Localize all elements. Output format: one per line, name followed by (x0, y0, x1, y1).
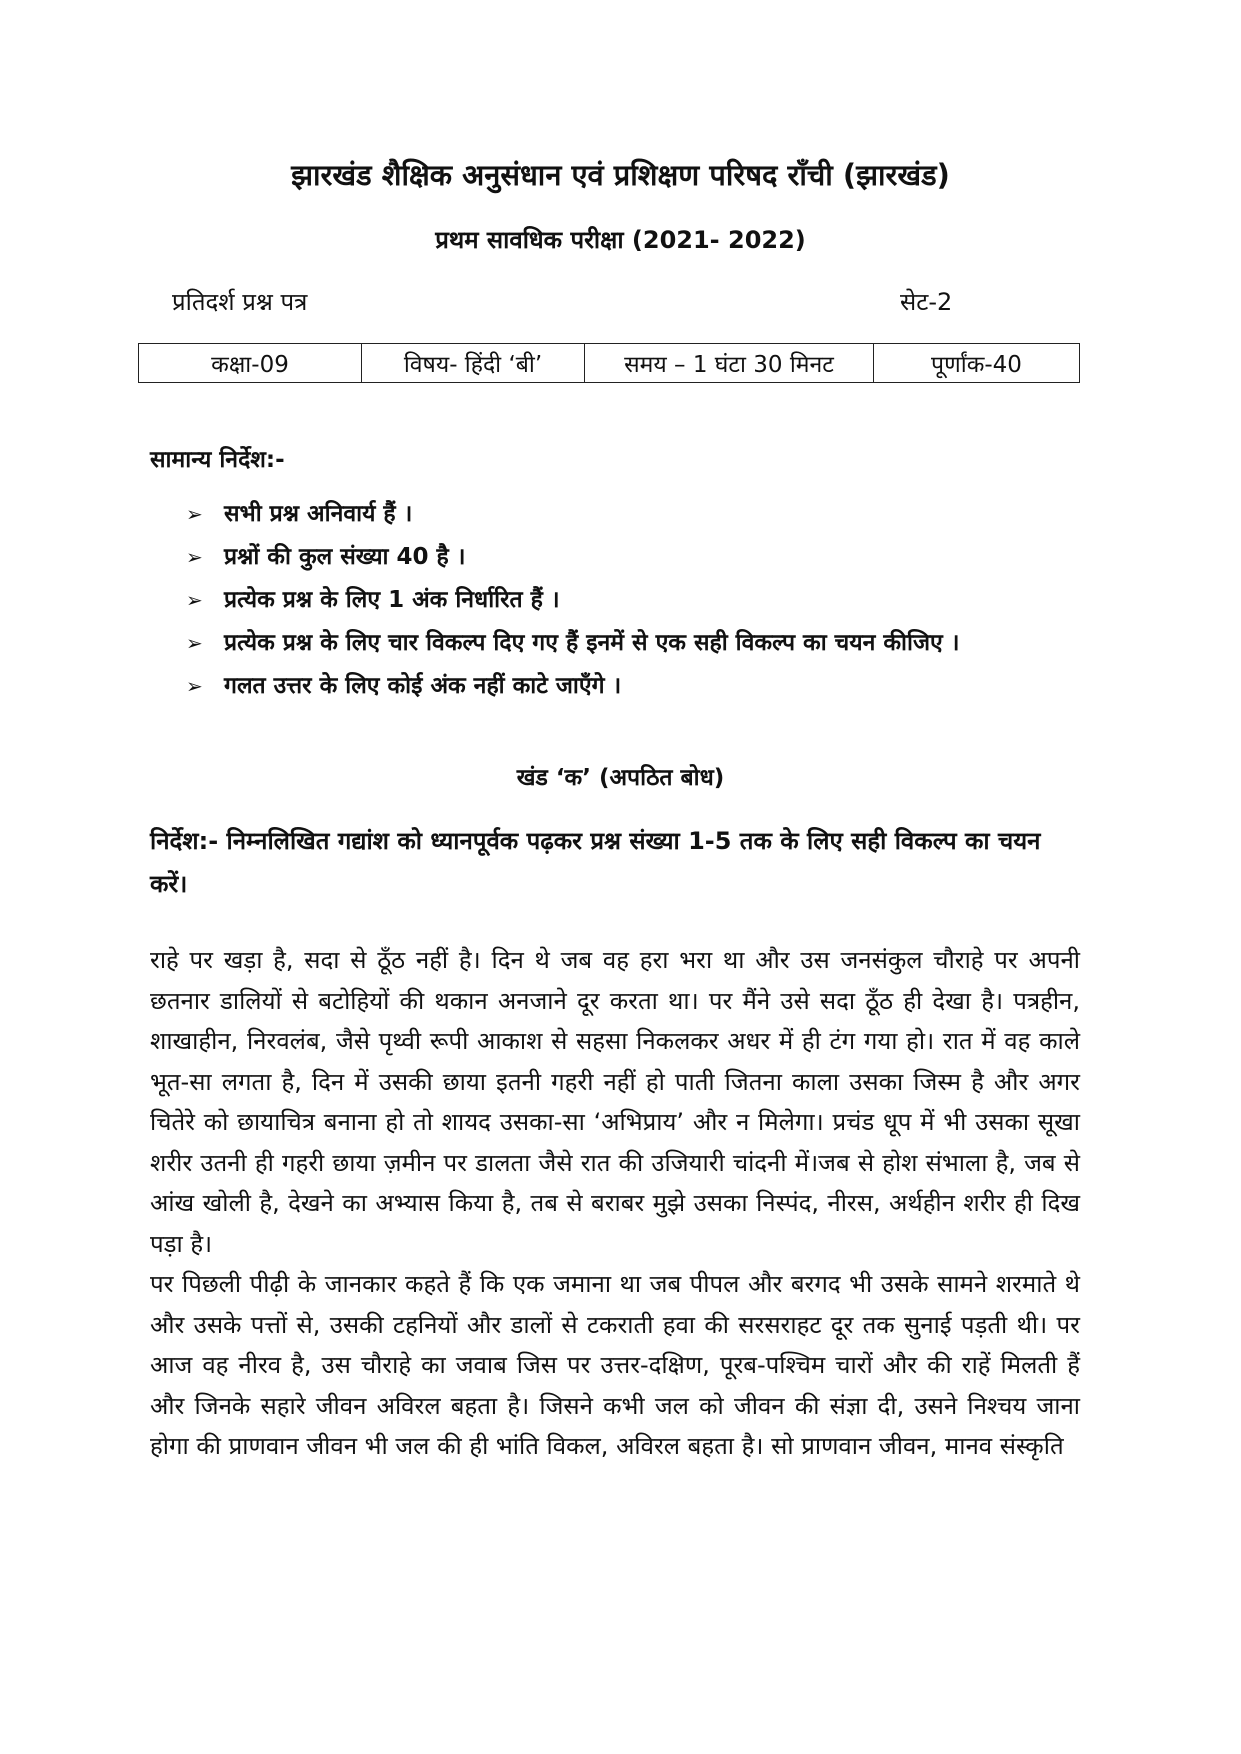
general-instructions-heading: सामान्य निर्देश:- (150, 447, 285, 473)
instruction-text: प्रत्येक प्रश्न के लिए 1 अंक निर्धारित हैं । (224, 587, 560, 613)
reading-passage (150, 940, 1080, 1467)
arrowhead-bullet-icon: ➢ (186, 545, 203, 569)
list-item (186, 622, 1066, 665)
list-item (186, 493, 1066, 536)
arrowhead-bullet-icon: ➢ (186, 674, 203, 698)
instruction-list (186, 493, 1066, 708)
passage-paragraph: पर पिछली पीढ़ी के जानकार कहते हैं कि एक जमाना था जब पीपल और बरगद भी उसके सामने शरमाते थे और उसके पत्तों से, उसकी टहनियों और डालों से टकराती हवा की सरसराहट दूर तक सुनाई पड़ती थी। पर आज वह नीरव है, उस चौराहे का जवाब जिस पर उत्तर-दक्षिण, पूरब-पश्चिम चारों और की राहें मिलती हैं और जिनके सहारे जीवन अविरल बहता है। जिसने कभी जल को जीवन की संज्ञा दी, उसने निश्चय जाना होगा की प्राणवान जीवन भी जल की ही भांति विकल, अविरल बहता है। सो प्राणवान जीवन, मानव संस्कृति (150, 1270, 1080, 1460)
passage-paragraph: राहे पर खड़ा है, सदा से ठूँठ नहीं है। दिन थे जब वह हरा भरा था और उस जनसंकुल चौराहे पर अपनी छतनार डालियों से बटोहियों की थकान अनजाने दूर करता था। पर मैंने उसे सदा ठूँठ ही देखा है। पत्रहीन, शाखाहीन, निरवलंब, जैसे पृथ्वी रूपी आकाश से सहसा निकलकर अधर में ही टंग गया हो। रात में वह काले भूत-सा लगता है, दिन में उसकी छाया इतनी गहरी नहीं हो पाती जितना काला उसका जिस्म है और अगर चितेरे को छायाचित्र बनाना हो तो शायद उसका-सा ‘अभिप्राय’ और न मिलेगा। प्रचंड धूप में भी उसका सूखा शरीर उतनी ही गहरी छाया ज़मीन पर डालता जैसे रात की उजियारी चांदनी में।जब से होश संभाला है, जब से आंख खोली है, देखने का अभ्यास किया है, तब से बराबर मुझे उसका निस्पंद, नीरस, अर्थहीन शरीर ही दिख पड़ा है। (150, 946, 1080, 1258)
arrowhead-bullet-icon: ➢ (186, 502, 203, 526)
list-item (186, 665, 1066, 708)
arrowhead-bullet-icon: ➢ (186, 588, 203, 612)
section-title: खंड ‘क’ (अपठित बोध) (516, 765, 725, 791)
table-row (139, 344, 1080, 383)
instruction-text: प्रश्नों की कुल संख्या 40 है । (224, 544, 466, 570)
section-direction: निर्देश:- निम्नलिखित गद्यांश को ध्यानपूर्वक पढ़कर प्रश्न संख्या 1-5 तक के लिए सही विकल्प का चयन करें। (150, 827, 1041, 898)
instruction-text: गलत उत्तर के लिए कोई अंक नहीं काटे जाएँगे । (224, 673, 622, 699)
organization-title: झारखंड शैक्षिक अनुसंधान एवं प्रशिक्षण परिषद राँची (झारखंड) (291, 158, 950, 192)
list-item (186, 536, 1066, 579)
instruction-text: प्रत्येक प्रश्न के लिए चार विकल्प दिए गए हैं इनमें से एक सही विकल्प का चयन कीजिए । (224, 630, 960, 656)
time-cell: समय – 1 घंटा 30 मिनट (585, 344, 874, 383)
instruction-text: सभी प्रश्न अनिवार्य हैं । (224, 501, 413, 527)
paper-type: प्रतिदर्श प्रश्न पत्र (172, 288, 308, 316)
set-number: सेट-2 (900, 288, 953, 316)
list-item (186, 579, 1066, 622)
exam-title: प्रथम सावधिक परीक्षा (2021- 2022) (435, 226, 806, 254)
class-cell: कक्षा-09 (139, 344, 362, 383)
exam-info-table (138, 343, 1080, 383)
full-marks-cell: पूर्णांक-40 (874, 344, 1080, 383)
subject-cell: विषय- हिंदी ‘बी’ (362, 344, 585, 383)
arrowhead-bullet-icon: ➢ (186, 631, 203, 655)
